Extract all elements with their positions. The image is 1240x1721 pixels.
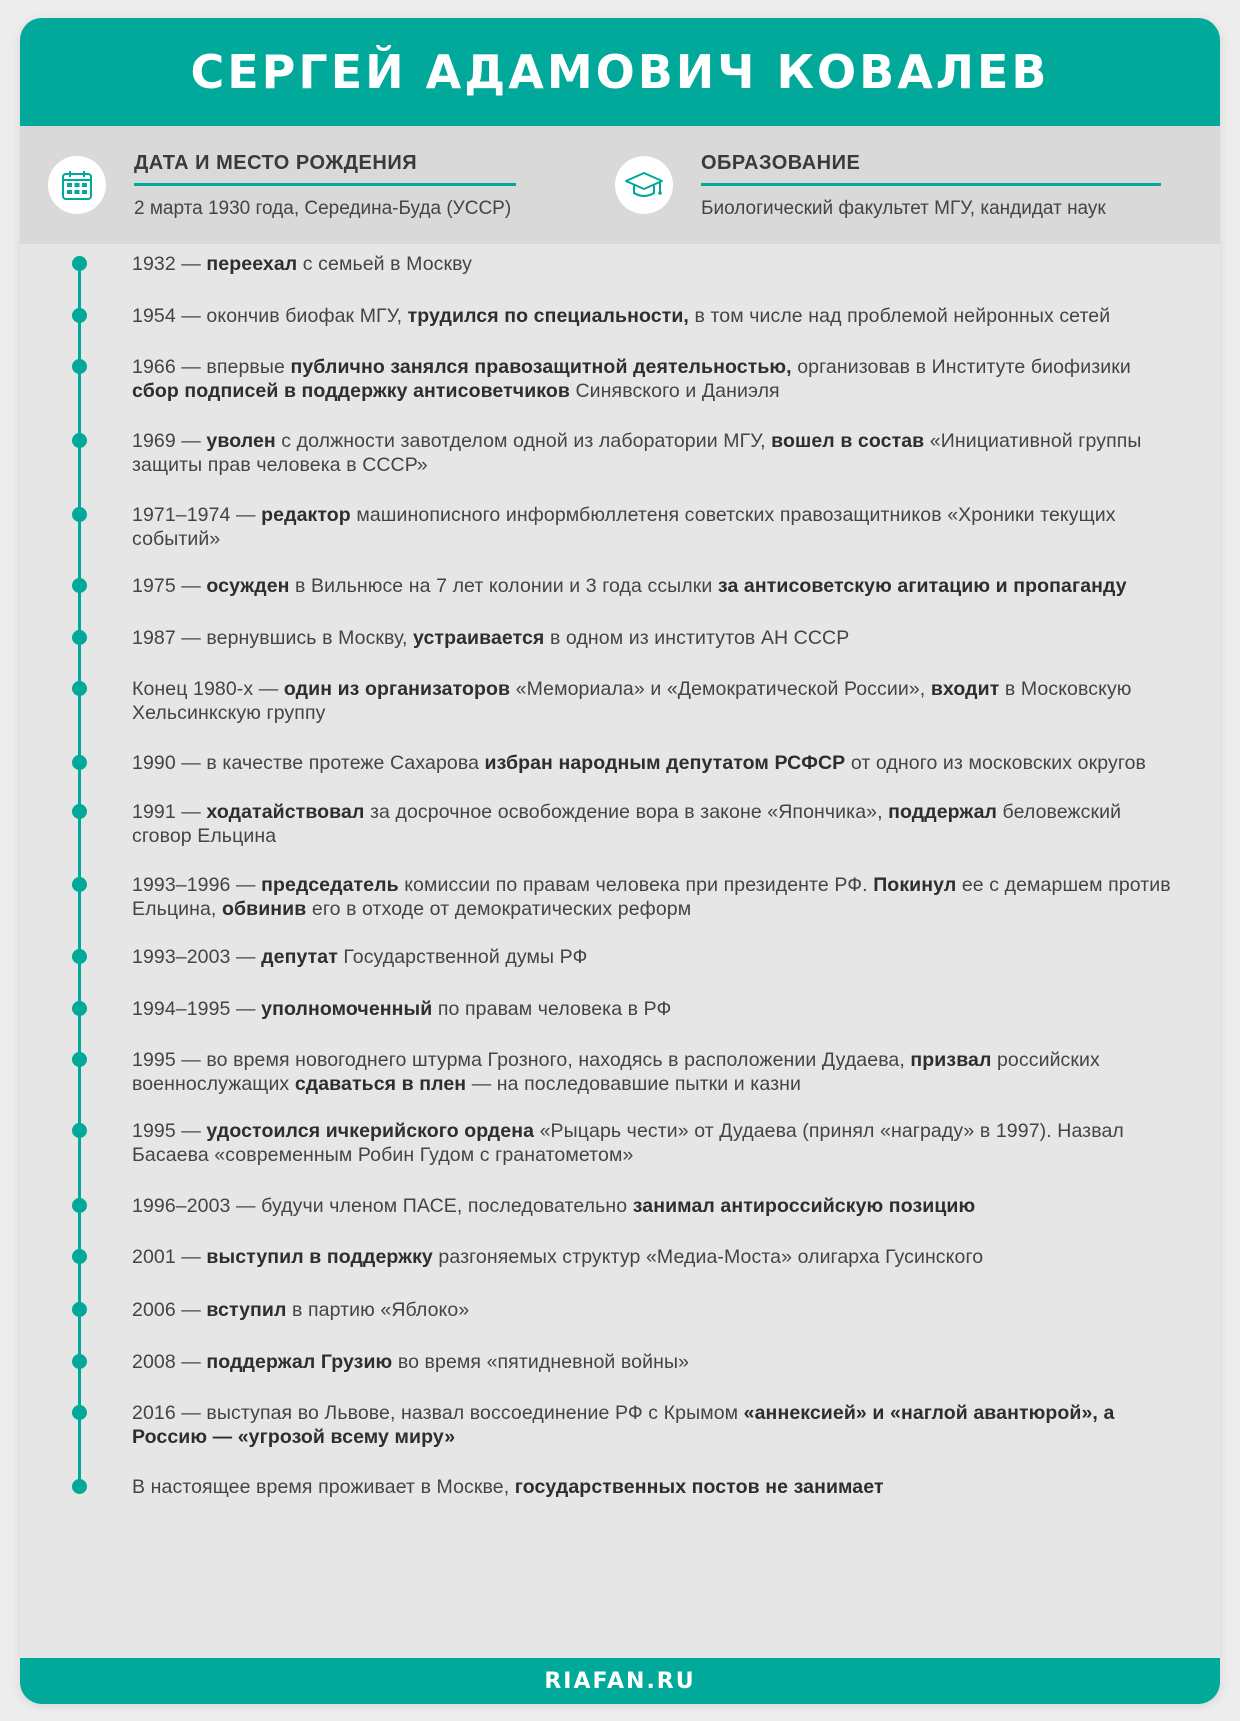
education-heading: ОБРАЗОВАНИЕ bbox=[701, 152, 861, 174]
event-segment: Государственной думы РФ bbox=[337, 946, 588, 968]
event-segment: 2006 — bbox=[132, 1299, 207, 1321]
event-segment: «Рыцарь чести» от Дудаева (принял «награду» в 1997). Назвал Басаева «современным Робин Гудом с гранатометом» bbox=[132, 1120, 1124, 1166]
education-info bbox=[615, 126, 1195, 244]
timeline-event-text bbox=[132, 751, 1182, 775]
education-value: Биологический факультет МГУ, кандидат наук bbox=[701, 198, 1106, 219]
timeline-event-text bbox=[132, 1194, 1182, 1218]
event-segment: от одного из московских округов bbox=[845, 752, 1147, 774]
header-bar bbox=[20, 18, 1220, 126]
timeline bbox=[20, 244, 1220, 1674]
timeline-event-text bbox=[132, 945, 1182, 969]
timeline-event-text bbox=[132, 429, 1182, 477]
event-highlight: уполномоченный bbox=[261, 998, 433, 1020]
event-segment: 1954 — окончив биофак МГУ, bbox=[132, 305, 408, 327]
event-highlight: призвал bbox=[910, 1049, 992, 1071]
event-segment: с семьей в Москву bbox=[297, 253, 473, 275]
event-segment: «Мемориала» и «Демократической России», bbox=[510, 678, 931, 700]
event-highlight: переехал bbox=[206, 253, 298, 275]
event-highlight: поддержал bbox=[888, 801, 998, 823]
timeline-dot bbox=[72, 1479, 87, 1494]
event-segment: 1987 — вернувшись в Москву, bbox=[132, 627, 414, 649]
event-segment: 1932 — bbox=[132, 253, 207, 275]
event-segment: Синявского и Даниэля bbox=[569, 380, 780, 402]
event-segment: организовав в Институте биофизики bbox=[791, 356, 1131, 378]
event-segment: 2001 — bbox=[132, 1246, 207, 1268]
timeline-dot bbox=[72, 877, 87, 892]
timeline-event-text bbox=[132, 1245, 1182, 1269]
timeline-event-text bbox=[132, 626, 1182, 650]
education-divider bbox=[701, 183, 1161, 186]
event-highlight: Покинул bbox=[873, 874, 957, 896]
event-segment: 1971–1974 — bbox=[132, 504, 262, 526]
event-highlight: вошел в состав bbox=[771, 430, 925, 452]
timeline-dot bbox=[72, 949, 87, 964]
graduation-cap-icon bbox=[615, 156, 673, 214]
timeline-dot bbox=[72, 256, 87, 271]
event-segment: в том числе над проблемой нейронных сетей bbox=[688, 305, 1111, 327]
timeline-event-text bbox=[132, 873, 1182, 921]
event-highlight: уволен bbox=[206, 430, 276, 452]
event-segment: за досрочное освобождение вора в законе «Япончика», bbox=[364, 801, 889, 823]
timeline-dot bbox=[72, 804, 87, 819]
event-highlight: осужден bbox=[206, 575, 290, 597]
event-highlight: сдаваться в плен bbox=[294, 1073, 467, 1095]
event-highlight: публично занялся правозащитной деятельностью, bbox=[290, 356, 792, 378]
event-segment: 1975 — bbox=[132, 575, 207, 597]
timeline-event-text bbox=[132, 1298, 1182, 1322]
event-highlight: занимал антироссийскую позицию bbox=[632, 1195, 976, 1217]
timeline-event-text bbox=[132, 304, 1182, 328]
footer-bar bbox=[20, 1658, 1220, 1704]
event-highlight: за антисоветскую агитацию и пропаганду bbox=[717, 575, 1127, 597]
timeline-dot bbox=[72, 1405, 87, 1420]
event-segment: в одном из институтов АН СССР bbox=[544, 627, 850, 649]
event-highlight: сбор подписей в поддержку антисоветчиков bbox=[132, 380, 570, 402]
timeline-event-text bbox=[132, 1401, 1182, 1449]
timeline-event-text bbox=[132, 1350, 1182, 1374]
event-segment: Конец 1980-х — bbox=[132, 678, 284, 700]
event-highlight: председатель bbox=[261, 874, 399, 896]
event-segment: 2008 — bbox=[132, 1351, 207, 1373]
birth-info bbox=[48, 126, 568, 244]
event-highlight: ходатайствовал bbox=[206, 801, 365, 823]
timeline-dot bbox=[72, 578, 87, 593]
event-segment: 1995 — во время новогоднего штурма Грозного, находясь в расположении Дудаева, bbox=[132, 1049, 911, 1071]
info-panel bbox=[20, 126, 1220, 244]
event-segment: машинописного информбюллетеня советских правозащитников «Хроники текущих событий» bbox=[132, 504, 1116, 550]
event-highlight: государственных постов не занимает bbox=[514, 1476, 884, 1498]
timeline-dot bbox=[72, 1249, 87, 1264]
event-highlight: устраивается bbox=[413, 627, 545, 649]
timeline-event-text bbox=[132, 677, 1182, 725]
timeline-dot bbox=[72, 1052, 87, 1067]
event-highlight: один из организаторов bbox=[283, 678, 511, 700]
page-title: СЕРГЕЙ АДАМОВИЧ КОВАЛЕВ bbox=[190, 45, 1050, 99]
timeline-dot bbox=[72, 681, 87, 696]
event-highlight: входит bbox=[930, 678, 1000, 700]
event-segment: 2016 — выступая во Львове, назвал воссоединение РФ с Крымом bbox=[132, 1402, 744, 1424]
event-segment: с должности завотделом одной из лаборатории МГУ, bbox=[275, 430, 772, 452]
birth-heading: ДАТА И МЕСТО РОЖДЕНИЯ bbox=[134, 152, 418, 174]
event-segment: — на последовавшие пытки и казни bbox=[466, 1073, 802, 1095]
timeline-dot bbox=[72, 308, 87, 323]
event-segment: 1990 — в качестве протеже Сахарова bbox=[132, 752, 485, 774]
event-segment: 1996–2003 — будучи членом ПАСЕ, последовательно bbox=[132, 1195, 633, 1217]
timeline-event-text bbox=[132, 997, 1182, 1021]
event-segment: беловежский сговор Ельцина bbox=[132, 801, 1122, 847]
event-segment: его в отходе от демократических реформ bbox=[306, 898, 692, 920]
event-highlight: обвинив bbox=[221, 898, 307, 920]
timeline-dot bbox=[72, 630, 87, 645]
timeline-event-text bbox=[132, 800, 1182, 848]
event-segment: во время «пятидневной войны» bbox=[392, 1351, 690, 1373]
birth-divider bbox=[134, 183, 516, 186]
event-segment: 1993–1996 — bbox=[132, 874, 262, 896]
event-highlight: редактор bbox=[261, 504, 351, 526]
event-segment: «Инициативной группы защиты прав человека в СССР» bbox=[132, 430, 1142, 476]
event-segment: 1993–2003 — bbox=[132, 946, 262, 968]
event-highlight: поддержал Грузию bbox=[206, 1351, 393, 1373]
event-segment: ее с демаршем против Ельцина, bbox=[132, 874, 1171, 920]
event-segment: российских военнослужащих bbox=[132, 1049, 1100, 1095]
timeline-event-text bbox=[132, 1048, 1182, 1096]
event-segment: в партию «Яблоко» bbox=[286, 1299, 470, 1321]
birth-value: 2 марта 1930 года, Середина-Буда (УССР) bbox=[134, 198, 512, 219]
event-highlight: вступил bbox=[206, 1299, 287, 1321]
timeline-event-text bbox=[132, 574, 1182, 598]
timeline-dot bbox=[72, 433, 87, 448]
timeline-dot bbox=[72, 359, 87, 374]
event-segment: по правам человека в РФ bbox=[432, 998, 672, 1020]
timeline-dot bbox=[72, 1198, 87, 1213]
event-highlight: «аннексией» и «наглой авантюрой», а Россию — «угрозой всему миру» bbox=[132, 1402, 1115, 1448]
timeline-dot bbox=[72, 1123, 87, 1138]
event-segment: В настоящее время проживает в Москве, bbox=[132, 1476, 515, 1498]
event-segment: в Вильнюсе на 7 лет колонии и 3 года ссылки bbox=[289, 575, 718, 597]
timeline-dot bbox=[72, 755, 87, 770]
event-segment: 1966 — впервые bbox=[132, 356, 291, 378]
event-segment: 1994–1995 — bbox=[132, 998, 262, 1020]
timeline-event-text bbox=[132, 252, 1182, 276]
calendar-icon bbox=[48, 156, 106, 214]
event-highlight: депутат bbox=[261, 946, 338, 968]
footer-brand: RIAFAN.RU bbox=[544, 1668, 696, 1694]
timeline-dot bbox=[72, 1354, 87, 1369]
event-highlight: удостоился ичкерийского ордена bbox=[206, 1120, 535, 1142]
event-segment: 1995 — bbox=[132, 1120, 207, 1142]
timeline-event-text bbox=[132, 1475, 1182, 1499]
event-segment: разгоняемых структур «Медиа-Моста» олигарха Гусинского bbox=[432, 1246, 984, 1268]
infographic-card bbox=[20, 18, 1220, 1704]
event-segment: комиссии по правам человека при президенте РФ. bbox=[398, 874, 874, 896]
timeline-dot bbox=[72, 507, 87, 522]
timeline-event-text bbox=[132, 1119, 1182, 1167]
event-highlight: выступил в поддержку bbox=[206, 1246, 433, 1268]
timeline-dot bbox=[72, 1302, 87, 1317]
event-highlight: трудился по специальности, bbox=[407, 305, 689, 327]
event-segment: 1969 — bbox=[132, 430, 207, 452]
timeline-event-text bbox=[132, 503, 1182, 551]
event-segment: в Московскую Хельсинкскую группу bbox=[132, 678, 1132, 724]
event-segment: 1991 — bbox=[132, 801, 207, 823]
timeline-event-text bbox=[132, 355, 1182, 403]
event-highlight: избран народным депутатом РСФСР bbox=[484, 752, 846, 774]
timeline-dot bbox=[72, 1001, 87, 1016]
